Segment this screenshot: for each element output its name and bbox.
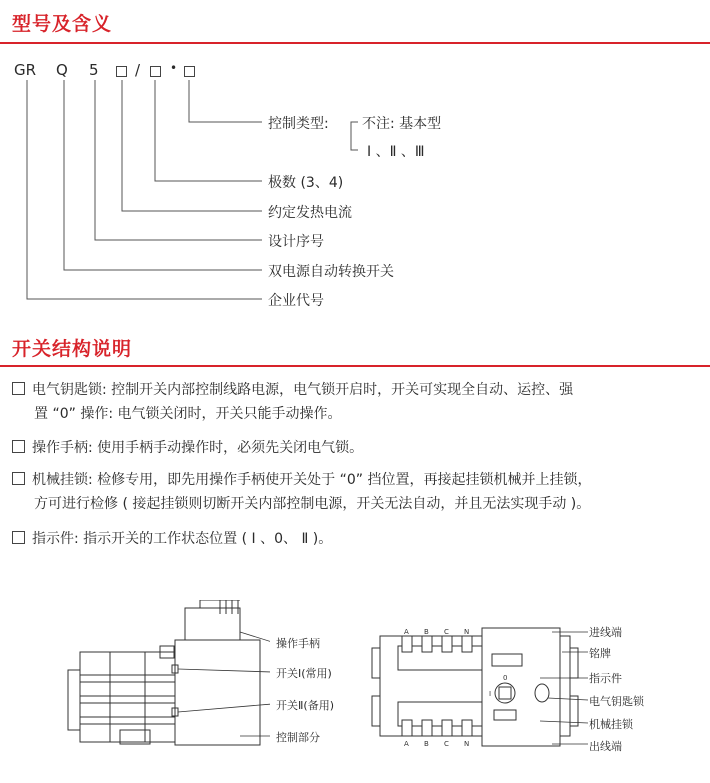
code-q: Q — [56, 61, 68, 79]
section-title-structure: 开关结构说明 — [12, 338, 133, 360]
item-text: 电气钥匙锁: 控制开关内部控制线路电源，电气锁开启时，开关可实现全自动、运控、强 — [32, 382, 574, 398]
callout-key-lock: 电气钥匙锁 — [589, 695, 644, 708]
label-no-note: 不注: 基本型 — [362, 116, 442, 132]
label-roman: Ⅰ 、Ⅱ 、Ⅲ — [367, 144, 425, 160]
callout-incoming: 进线端 — [589, 626, 622, 639]
side-mark: I — [489, 690, 492, 698]
label-poles: 极数 (3、4) — [268, 175, 344, 191]
terminal-label-c-bottom: C — [444, 740, 449, 748]
checkbox-icon — [12, 440, 25, 453]
switch-side-view-drawing — [60, 600, 270, 760]
checkbox-icon — [12, 382, 25, 395]
section-divider — [0, 365, 710, 367]
item-text: 操作手柄: 使用手柄手动操作时，必须先关闭电气锁。 — [32, 440, 364, 456]
callout-switch-1: 开关Ⅰ(常用) — [276, 667, 332, 680]
item-text: 置 “0” 操作: 电气锁关闭时，开关只能手动操作。 — [34, 406, 342, 422]
item-text: 机械挂锁: 检修专用，即先用操作手柄使开关处于 “0” 挡位置，再接起挂锁机械并上挂锁， — [32, 472, 592, 488]
callout-switch-2: 开关Ⅱ(备用) — [276, 699, 334, 712]
label-dual-power: 双电源自动转换开关 — [268, 264, 394, 280]
section-title-model: 型号及含义 — [12, 13, 113, 35]
code-slash: / — [135, 61, 141, 79]
list-item — [12, 468, 702, 516]
indicator-mark: 0 — [503, 674, 508, 682]
label-control-type: 控制类型: — [268, 116, 329, 132]
callout-handle: 操作手柄 — [276, 637, 320, 650]
code-five: 5 — [89, 61, 99, 79]
label-company-code: 企业代号 — [268, 293, 324, 309]
label-rated-current: 约定发热电流 — [268, 205, 352, 221]
code-dot: • — [170, 61, 178, 75]
terminal-label-b-bottom: B — [424, 740, 429, 748]
checkbox-icon — [12, 531, 25, 544]
terminal-label-n-bottom: N — [464, 740, 470, 748]
label-design-no: 设计序号 — [268, 234, 324, 250]
terminal-label-n-top: N — [464, 628, 470, 636]
list-item — [12, 527, 702, 551]
callout-padlock: 机械挂锁 — [589, 718, 633, 731]
terminal-label-a-bottom: A — [404, 740, 409, 748]
right-callout-lines — [540, 620, 590, 750]
terminal-label-a-top: A — [404, 628, 409, 636]
terminal-label-b-top: B — [424, 628, 429, 636]
callout-outgoing: 出线端 — [589, 740, 622, 753]
callout-control: 控制部分 — [276, 731, 320, 744]
checkbox-icon — [12, 472, 25, 485]
code-gr: GR — [14, 61, 37, 79]
item-text: 指示件: 指示开关的工作状态位置 ( Ⅰ 、0、 Ⅱ )。 — [32, 531, 333, 547]
list-item — [12, 436, 702, 460]
callout-indicator: 指示件 — [589, 672, 622, 685]
terminal-label-c-top: C — [444, 628, 449, 636]
item-text: 方可进行检修 ( 接起挂锁则切断开关内部控制电源，开关无法自动，并且无法实现手动 )。 — [34, 496, 591, 512]
list-item — [12, 378, 702, 426]
callout-nameplate: 铭牌 — [589, 647, 611, 660]
